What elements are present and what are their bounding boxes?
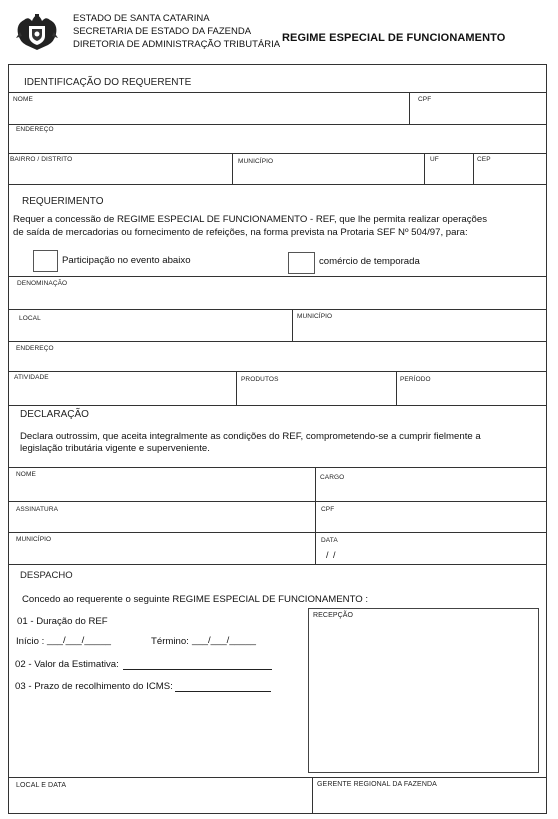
label-local: LOCAL [19,315,41,322]
org-line-state: ESTADO DE SANTA CATARINA [73,13,210,24]
label-bairro: BAIRRO / DISTRITO [10,156,73,163]
requerente-uf-input[interactable] [430,166,468,180]
declaracao-data-value[interactable]: / / [326,550,337,560]
valor-estimativa-input[interactable] [123,657,272,670]
local-data-input[interactable] [16,794,306,808]
label-termino: Término: [151,636,189,647]
evento-periodo-input[interactable] [400,387,538,401]
label-data: DATA [321,537,338,544]
declarante-municipio-input[interactable] [16,547,310,561]
termino-date-field[interactable]: ___/___/_____ [192,635,257,646]
recepcao-box[interactable] [308,608,539,773]
requerente-cep-input[interactable] [478,166,540,180]
gerente-regional-input[interactable] [317,794,539,808]
requerente-endereco-input[interactable] [14,136,540,150]
section-title-identificacao: IDENTIFICAÇÃO DO REQUERENTE [24,77,192,88]
requerente-nome-input[interactable] [14,106,404,120]
despacho-item-valor: 02 - Valor da Estimativa: [15,659,119,670]
label-gerente-regional: GERENTE REGIONAL DA FAZENDA [317,781,437,788]
option-comercio-label: comércio de temporada [319,256,420,267]
declarante-nome-input[interactable] [16,482,310,496]
org-line-secretariat: SECRETARIA DE ESTADO DA FAZENDA [73,26,252,37]
declarante-cargo-input[interactable] [320,485,538,499]
label-cargo: CARGO [320,474,345,481]
state-coat-of-arms-icon [14,12,60,52]
prazo-recolhimento-input[interactable] [175,679,271,692]
label-assinatura: ASSINATURA [16,506,59,513]
label-inicio: Início : [16,636,45,647]
label-atividade: ATIVIDADE [14,374,49,381]
evento-local-input[interactable] [18,325,286,339]
section-title-despacho: DESPACHO [20,570,73,581]
despacho-item-duracao: 01 - Duração do REF [17,616,108,627]
label-endereco: ENDEREÇO [16,126,54,133]
label-cpf: CPF [418,96,432,103]
declarante-assinatura-input[interactable] [16,517,310,531]
section-title-declaracao: DECLARAÇÃO [20,409,89,420]
evento-endereco-input[interactable] [16,355,538,369]
evento-municipio-input[interactable] [297,324,539,338]
label-declarante-nome: NOME [16,471,36,478]
checkbox-participacao-evento[interactable] [33,250,58,272]
label-uf: UF [430,156,439,163]
requerente-cpf-input[interactable] [414,106,540,120]
requerimento-text-line2: de saída de mercadorias ou fornecimento de refeições, na forma prevista na Protaria SEF Nº 504/97, para: [13,227,468,238]
label-cep: CEP [477,156,491,163]
evento-atividade-input[interactable] [14,386,230,400]
declarante-cpf-input[interactable] [320,517,538,531]
requerente-municipio-input[interactable] [238,168,420,182]
label-produtos: PRODUTOS [241,376,279,383]
requerente-bairro-input[interactable] [12,166,226,180]
label-declarante-cpf: CPF [321,506,335,513]
despacho-item-prazo: 03 - Prazo de recolhimento do ICMS: [15,681,173,692]
option-participacao-label: Participação no evento abaixo [62,255,191,266]
section-title-requerimento: REQUERIMENTO [22,196,104,207]
label-municipio: MUNICÍPIO [238,158,274,165]
label-recepcao: RECEPÇÃO [313,612,354,619]
label-evento-endereco: ENDEREÇO [16,345,54,352]
label-local-data: LOCAL E DATA [16,782,67,789]
evento-produtos-input[interactable] [241,387,391,401]
label-nome: NOME [13,96,33,103]
label-denominacao: DENOMINAÇÃO [17,280,68,287]
org-line-directorate: DIRETORIA DE ADMINISTRAÇÃO TRIBUTÁRIA [73,39,281,50]
form-title: REGIME ESPECIAL DE FUNCIONAMENTO [282,32,506,44]
inicio-date-field[interactable]: ___/___/_____ [47,635,112,646]
declaracao-text-line1: Declara outrossim, que aceita integralmente as condições do REF, comprometendo-se a cumprir fielmente a [20,431,481,442]
declaracao-text-line2: legislação tributária vigente e superveniente. [20,443,210,454]
label-declarante-municipio: MUNICÍPIO [16,536,52,543]
label-periodo: PERÍODO [400,376,431,383]
label-evento-municipio: MUNICÍPIO [297,313,333,320]
despacho-intro: Concedo ao requerente o seguinte REGIME ESPECIAL DE FUNCIONAMENTO : [22,594,369,605]
evento-denominacao-input[interactable] [16,290,538,304]
checkbox-comercio-temporada[interactable] [288,252,315,274]
requerimento-text-line1: Requer a concessão de REGIME ESPECIAL DE FUNCIONAMENTO - REF, que lhe permita realizar operações [13,214,488,225]
